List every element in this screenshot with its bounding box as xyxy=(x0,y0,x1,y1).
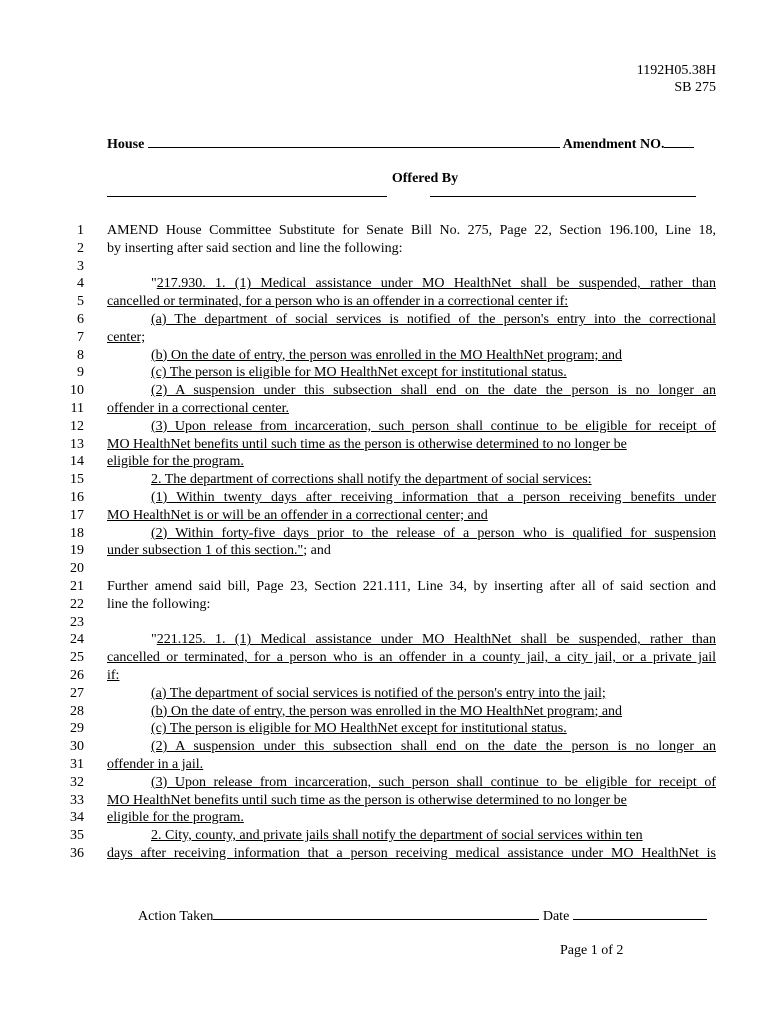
action-taken-label: Action Taken xyxy=(138,909,214,924)
document-header xyxy=(637,62,716,96)
amendment-number-blank xyxy=(664,135,694,148)
line-text: (b) On the date of entry, the person was enrolled in the MO HealthNet program; and xyxy=(151,703,623,719)
line-number: 15 xyxy=(70,472,84,488)
house-label: House xyxy=(107,137,145,152)
line-text: (b) On the date of entry, the person was enrolled in the MO HealthNet program; and xyxy=(151,347,623,363)
line-number: 36 xyxy=(70,845,84,861)
line-text: center; xyxy=(107,329,146,345)
house-blank xyxy=(148,135,560,148)
line-number: 4 xyxy=(77,276,84,292)
amendment-line xyxy=(0,364,770,382)
line-number: 25 xyxy=(70,650,84,666)
amendment-line xyxy=(0,436,770,454)
amendment-line xyxy=(0,222,770,240)
amendment-body xyxy=(0,222,770,863)
amendment-line xyxy=(0,311,770,329)
line-text: MO HealthNet is or will be an offender in a correctional center; and xyxy=(107,507,488,523)
line-number: 35 xyxy=(70,828,84,844)
line-number: 16 xyxy=(70,489,84,505)
line-text: days after receiving information that a person receiving medical assistance under MO HealthNet is xyxy=(107,845,716,861)
amendment-line xyxy=(0,240,770,258)
line-text: AMEND House Committee Substitute for Senate Bill No. 275, Page 22, Section 196.100, Line 18, xyxy=(107,223,716,238)
line-number: 29 xyxy=(70,721,84,737)
line-number: 7 xyxy=(77,329,84,345)
line-text: (2) A suspension under this subsection shall end on the date the person is no longer an xyxy=(151,383,716,399)
document-code: 1192H05.38H xyxy=(636,63,716,78)
amendment-line xyxy=(0,809,770,827)
line-text: (3) Upon release from incarceration, such person shall continue to be eligible for receipt of xyxy=(151,418,716,434)
line-text: (c) The person is eligible for MO HealthNet except for institutional status. xyxy=(151,365,567,381)
amendment-line xyxy=(0,329,770,347)
line-text: Further amend said bill, Page 23, Section 221.111, Line 34, by inserting after all of said section and xyxy=(107,578,716,594)
line-text: 2. City, county, and private jails shall notify the department of social services within ten xyxy=(151,828,643,844)
line-text: (a) The department of social services is notified of the person's entry into the jail; xyxy=(151,685,606,701)
line-number: 23 xyxy=(70,614,84,630)
amendment-line xyxy=(0,400,770,418)
amendment-line xyxy=(0,489,770,507)
action-taken-line xyxy=(138,907,707,925)
line-number: 27 xyxy=(70,685,84,701)
line-text: 2. The department of corrections shall notify the department of social services: xyxy=(151,472,592,488)
line-number: 2 xyxy=(77,240,84,256)
amendment-line xyxy=(0,275,770,293)
offered-by-blank-left xyxy=(107,196,387,197)
line-number: 22 xyxy=(70,596,84,612)
line-number: 1 xyxy=(77,223,84,238)
line-number: 3 xyxy=(77,258,84,274)
line-number: 5 xyxy=(77,294,84,310)
amendment-line xyxy=(0,525,770,543)
amendment-line xyxy=(0,720,770,738)
line-number: 13 xyxy=(70,436,84,452)
amendment-line xyxy=(0,703,770,721)
line-number: 32 xyxy=(70,774,84,790)
amendment-line xyxy=(0,578,770,596)
action-taken-blank xyxy=(213,907,539,920)
line-number: 31 xyxy=(70,756,84,772)
line-text: if: xyxy=(107,667,120,683)
amendment-line xyxy=(0,614,770,632)
amendment-line xyxy=(0,756,770,774)
amendment-line xyxy=(0,347,770,365)
amendment-line xyxy=(0,667,770,685)
amendment-line xyxy=(0,827,770,845)
date-label: Date xyxy=(542,909,570,924)
amendment-line xyxy=(0,382,770,400)
line-text: eligible for the program. xyxy=(107,810,244,826)
page-number: Page 1 of 2 xyxy=(560,943,624,958)
amendment-line xyxy=(0,418,770,436)
line-text: line the following: xyxy=(107,596,211,612)
line-number: 33 xyxy=(70,792,84,808)
line-text: by inserting after said section and line the following: xyxy=(107,240,403,256)
amendment-title-line xyxy=(107,135,694,153)
line-text: eligible for the program. xyxy=(107,454,244,470)
line-text: cancelled or terminated, for a person who is an offender in a correctional center if: xyxy=(107,294,569,310)
amendment-line xyxy=(0,685,770,703)
line-number: 12 xyxy=(70,418,84,434)
amendment-line xyxy=(0,845,770,863)
line-number: 10 xyxy=(70,383,84,399)
line-text: (2) A suspension under this subsection shall end on the date the person is no longer an xyxy=(151,739,716,755)
line-number: 30 xyxy=(70,739,84,755)
date-blank xyxy=(573,907,707,920)
line-text: under subsection 1 of this section."; and xyxy=(107,543,331,559)
line-text: (c) The person is eligible for MO HealthNet except for institutional status. xyxy=(151,721,567,737)
amendment-line xyxy=(0,649,770,667)
line-number: 8 xyxy=(77,347,84,363)
line-text: (2) Within forty-five days prior to the release of a person who is qualified for suspension xyxy=(151,525,716,541)
amendment-line xyxy=(0,293,770,311)
line-text: (1) Within twenty days after receiving information that a person receiving benefits under xyxy=(151,489,716,505)
line-number: 11 xyxy=(70,400,84,416)
line-text: MO HealthNet benefits until such time as the person is otherwise determined to no longer be xyxy=(107,792,627,808)
line-number: 6 xyxy=(77,311,84,327)
line-number: 20 xyxy=(70,561,84,577)
line-text: offender in a jail. xyxy=(107,756,204,772)
line-number: 28 xyxy=(70,703,84,719)
line-number: 19 xyxy=(70,543,84,559)
bill-reference: SB 275 xyxy=(674,80,716,95)
amendment-line xyxy=(0,560,770,578)
line-number: 24 xyxy=(70,632,84,648)
amendment-line xyxy=(0,738,770,756)
amendment-line xyxy=(0,774,770,792)
amendment-line xyxy=(0,542,770,560)
line-number: 17 xyxy=(70,507,84,523)
line-text: (a) The department of social services is notified of the person's entry into the correctional xyxy=(151,311,716,327)
line-number: 26 xyxy=(70,667,84,683)
line-number: 14 xyxy=(70,454,84,470)
offered-by-label: Offered By xyxy=(391,171,459,186)
line-number: 21 xyxy=(70,578,84,594)
line-text: (3) Upon release from incarceration, such person shall continue to be eligible for receipt of xyxy=(151,774,716,790)
amendment-number-label: Amendment NO. xyxy=(562,137,665,152)
amendment-line xyxy=(0,507,770,525)
amendment-line xyxy=(0,792,770,810)
line-number: 34 xyxy=(70,810,84,826)
amendment-line xyxy=(0,471,770,489)
line-text: MO HealthNet benefits until such time as the person is otherwise determined to no longer be xyxy=(107,436,627,452)
line-number: 18 xyxy=(70,525,84,541)
line-number: 9 xyxy=(77,365,84,381)
line-text: "221.125. 1. (1) Medical assistance under MO HealthNet shall be suspended, rather than xyxy=(151,632,716,648)
line-text: cancelled or terminated, for a person who is an offender in a county jail, a city jail, or a private jail xyxy=(107,650,716,666)
offered-by-blank-right xyxy=(430,196,696,197)
line-text: offender in a correctional center. xyxy=(107,400,290,416)
line-text: "217.930. 1. (1) Medical assistance under MO HealthNet shall be suspended, rather than xyxy=(151,276,716,292)
amendment-line xyxy=(0,258,770,276)
amendment-line xyxy=(0,596,770,614)
amendment-line xyxy=(0,631,770,649)
amendment-line xyxy=(0,453,770,471)
